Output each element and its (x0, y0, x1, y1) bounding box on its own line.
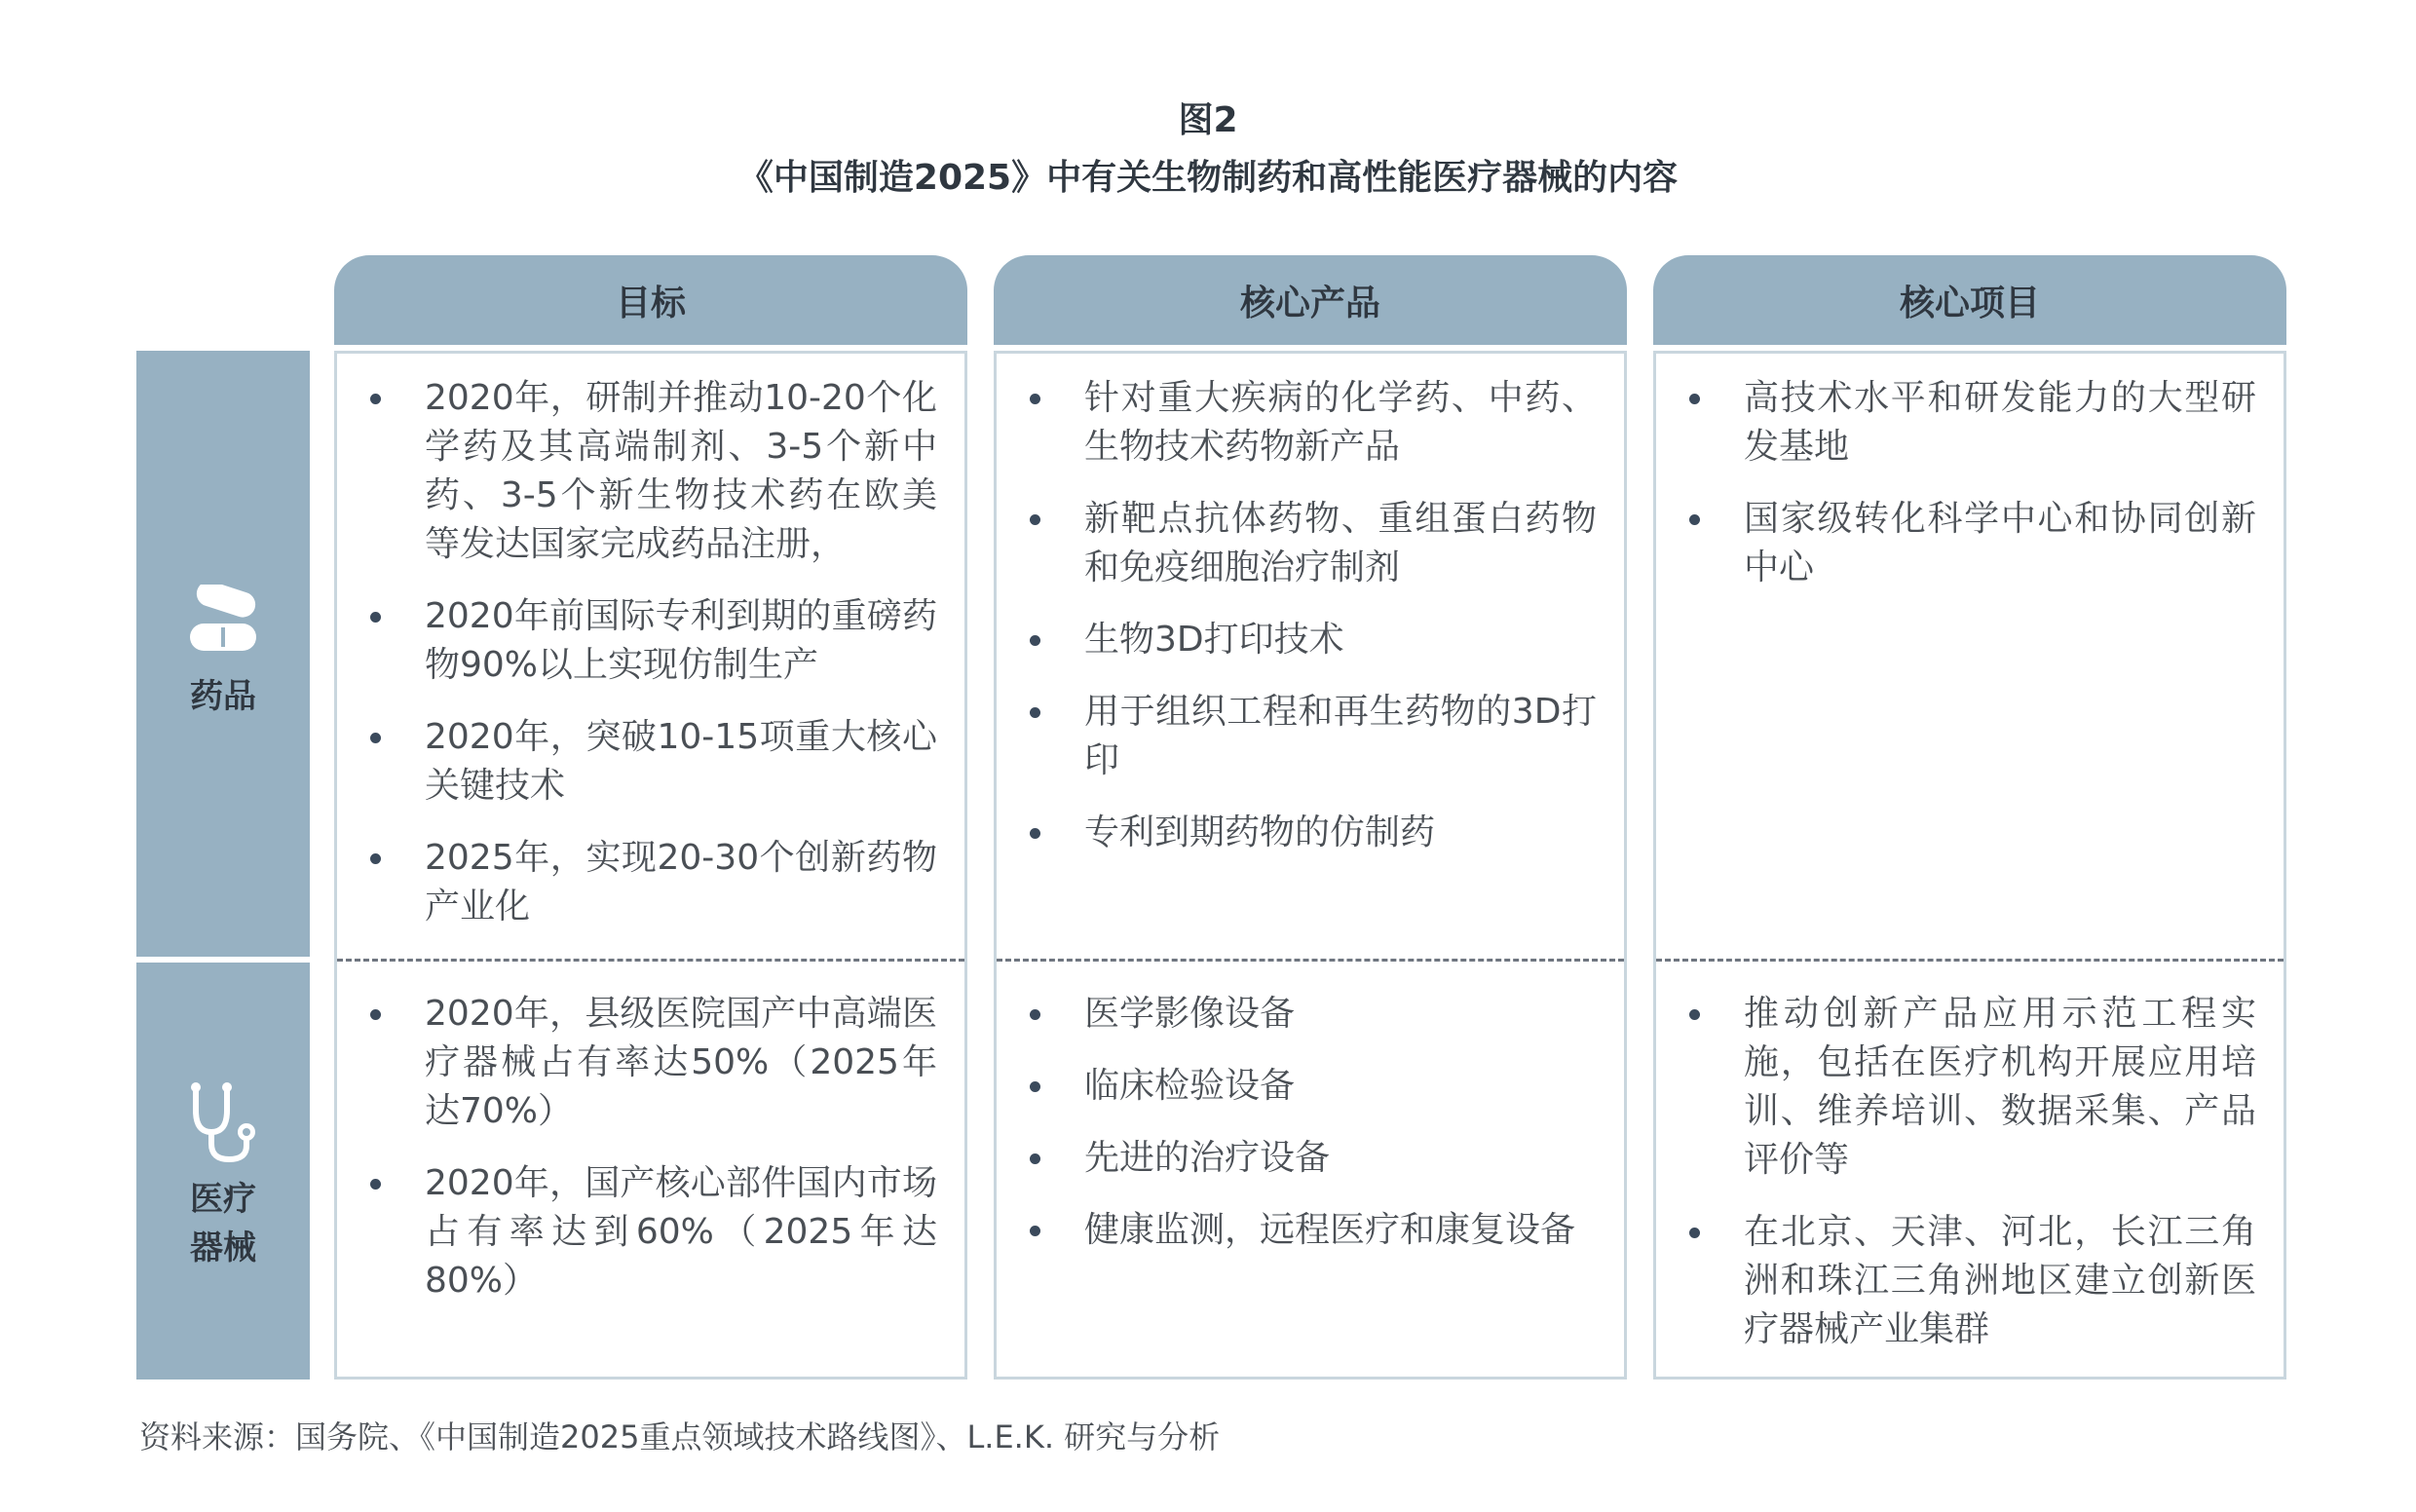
list-item: 生物3D打印技术 (1020, 616, 1597, 664)
bullet-icon (1030, 1009, 1040, 1020)
bullet-icon (370, 853, 381, 864)
row-header-drugs (136, 351, 310, 957)
list-item: 国家级转化科学中心和协同创新中心 (1680, 495, 2256, 592)
row-header-devices (136, 963, 310, 1380)
bullet-icon (1689, 394, 1700, 404)
bullet-icon (1689, 1009, 1700, 1020)
list-item: 新靶点抗体药物、重组蛋白药物和免疫细胞治疗制剂 (1020, 495, 1597, 592)
list-item: 2020年，突破10-15项重大核心关键技术 (360, 713, 937, 811)
cell-drugs-goal (337, 374, 964, 951)
stethoscope-icon (180, 1081, 266, 1171)
cell-devices-goal (337, 990, 964, 1376)
row-label-drugs: 药品 (190, 677, 256, 716)
figure-title: 《中国制造2025》中有关生物制药和高性能医疗器械的内容 (737, 158, 1679, 198)
list-item: 2020年前国际专利到期的重磅药物90%以上实现仿制生产 (360, 592, 937, 690)
list-item: 2020年，国产核心部件国内市场占有率达到60%（2025年达80%） (360, 1159, 937, 1305)
list-item: 2025年，实现20-30个创新药物产业化 (360, 834, 937, 931)
bullet-icon (1030, 828, 1040, 839)
list-item: 用于组织工程和再生药物的3D打印 (1020, 688, 1597, 785)
bullet-icon (1030, 1081, 1040, 1092)
bullet-icon (370, 1009, 381, 1020)
bullet-icon (1689, 1228, 1700, 1238)
bullet-icon (1030, 514, 1040, 525)
bullet-icon (1689, 514, 1700, 525)
column-header-products: 核心产品 (994, 255, 1627, 345)
bullet-icon (370, 733, 381, 743)
list-item: 在北京、天津、河北，长江三角洲和珠江三角洲地区建立创新医疗器械产业集群 (1680, 1208, 2256, 1354)
cell-drugs-projects (1656, 374, 2284, 951)
row-divider-projects (1656, 959, 2284, 962)
bullet-icon (1030, 394, 1040, 404)
row-divider-products (997, 959, 1624, 962)
list-item: 健康监测，远程医疗和康复设备 (1020, 1206, 1597, 1255)
list-item: 临床检验设备 (1020, 1062, 1597, 1111)
bullet-icon (1030, 707, 1040, 718)
list-item: 医学影像设备 (1020, 990, 1597, 1039)
bullet-icon (1030, 1226, 1040, 1236)
source-note: 资料来源：国务院、《中国制造2025重点领域技术路线图》、L.E.K. 研究与分析 (139, 1418, 1221, 1455)
column-header-goal: 目标 (334, 255, 967, 345)
bullet-icon (370, 394, 381, 404)
bullet-icon (370, 1179, 381, 1190)
bullet-icon (370, 612, 381, 623)
bullet-icon (1030, 1153, 1040, 1164)
list-item: 2020年，县级医院国产中高端医疗器械占有率达50%（2025年达70%） (360, 990, 937, 1136)
list-item: 针对重大疾病的化学药、中药、生物技术药物新产品 (1020, 374, 1597, 472)
list-item: 专利到期药物的仿制药 (1020, 809, 1597, 857)
row-label-devices-line1: 医疗 (190, 1180, 256, 1219)
column-header-projects: 核心项目 (1653, 255, 2286, 345)
list-item: 推动创新产品应用示范工程实施，包括在医疗机构开展应用培训、维养培训、数据采集、产品评价等 (1680, 990, 2256, 1185)
cell-devices-products (997, 990, 1624, 1376)
bullet-icon (1030, 635, 1040, 646)
list-item: 先进的治疗设备 (1020, 1134, 1597, 1183)
cell-devices-projects (1656, 990, 2284, 1376)
list-item: 2020年，研制并推动10-20个化学药及其高端制剂、3-5个新中药、3-5个新生物技术药在欧美等发达国家完成药品注册， (360, 374, 937, 569)
figure-label: 图2 (1178, 100, 1238, 140)
cell-drugs-products (997, 374, 1624, 951)
pill-capsule-icon (186, 585, 260, 659)
row-label-devices-line2: 器械 (190, 1228, 256, 1267)
list-item: 高技术水平和研发能力的大型研发基地 (1680, 374, 2256, 472)
row-divider-goal (337, 959, 964, 962)
